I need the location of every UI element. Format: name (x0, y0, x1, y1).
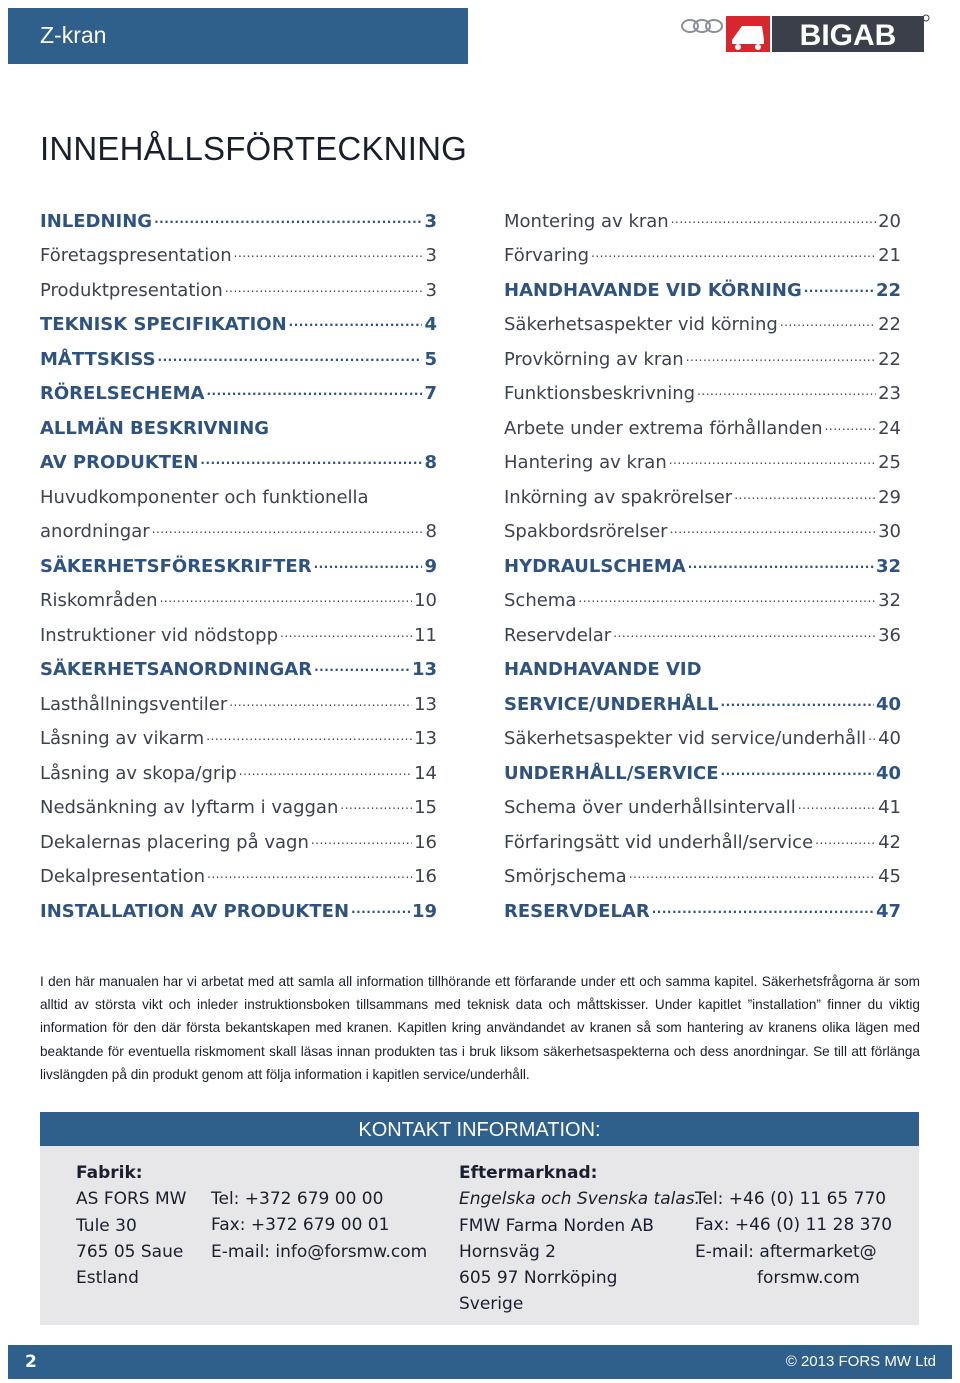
toc-leader-dots (351, 898, 410, 920)
aftermarket-line: Sverige (459, 1294, 524, 1315)
toc-entry-page: 4 (424, 314, 437, 335)
toc-leader-dots (200, 449, 422, 471)
aftermarket-note: Engelska och Svenska talas. (459, 1189, 701, 1210)
toc-left-column (40, 198, 437, 923)
toc-leader-dots (239, 760, 412, 782)
toc-leader-dots (671, 208, 876, 230)
toc-entry-title: TEKNISK SPECIFIKATION (40, 314, 287, 335)
toc-entry-page: 30 (878, 521, 901, 542)
toc-entry[interactable] (504, 302, 901, 337)
toc-entry-title: Produktpresentation (40, 279, 223, 301)
toc-entry[interactable] (504, 474, 901, 509)
toc-entry-title: Inkörning av spakrörelser (504, 486, 733, 508)
toc-leader-dots (670, 518, 877, 540)
aftermarket-fax: Fax: +46 (0) 11 28 370 (695, 1215, 893, 1236)
toc-entry[interactable] (504, 509, 901, 544)
toc-entry-title: Schema (504, 590, 577, 611)
toc-leader-dots (629, 863, 876, 885)
aftermarket-address (459, 1160, 700, 1318)
toc-entry-page: 15 (414, 797, 437, 818)
toc-leader-dots (314, 656, 410, 678)
toc-entry-page: 40 (878, 728, 901, 749)
toc-entry-title: MÅTTSKISS (40, 348, 156, 370)
toc-entry-page: 25 (878, 452, 901, 473)
factory-contact (211, 1186, 427, 1265)
page-number: 2 (25, 1352, 37, 1372)
toc-entry[interactable] (504, 336, 901, 371)
toc-entry[interactable] (40, 405, 437, 440)
toc-entry-page: 8 (425, 521, 437, 542)
toc-entry-page: 22 (878, 348, 901, 370)
toc-entry-page: 23 (878, 383, 901, 404)
toc-entry[interactable] (504, 198, 901, 233)
toc-entry-title: SÄKERHETSFÖRESKRIFTER (40, 555, 312, 577)
toc-entry[interactable] (504, 681, 901, 716)
toc-entry-page: 8 (424, 452, 437, 473)
toc-entry[interactable] (40, 371, 437, 406)
aftermarket-email-domain[interactable]: forsmw.com (757, 1267, 860, 1288)
aftermarket-email[interactable]: E-mail: aftermarket@ (695, 1241, 877, 1262)
toc-entry[interactable] (504, 371, 901, 406)
toc-entry[interactable] (40, 785, 437, 820)
toc-leader-dots (225, 277, 424, 299)
toc-leader-dots (206, 380, 422, 402)
toc-entry[interactable] (40, 198, 437, 233)
aftermarket-line: Hornsväg 2 (459, 1241, 556, 1262)
aftermarket-contact (695, 1186, 892, 1291)
toc-entry-page: 9 (424, 555, 437, 577)
toc-leader-dots (815, 829, 876, 851)
toc-entry[interactable] (504, 578, 901, 613)
toc-entry-page: 40 (875, 693, 901, 715)
factory-line: Tule 30 (76, 1215, 137, 1236)
toc-entry-title: Reservdelar (504, 624, 612, 646)
toc-entry-title: Säkerhetsaspekter vid körning (504, 314, 778, 335)
copyright: © 2013 FORS MW Ltd (785, 1353, 936, 1370)
toc-entry-title: Lasthållningsventiler (40, 693, 228, 715)
toc-entry-title: UNDERHÅLL/SERVICE (504, 762, 719, 784)
toc-entry-title: Nedsänkning av lyftarm i vaggan (40, 797, 339, 818)
footer-bar (8, 1345, 952, 1379)
toc-entry-title: Huvudkomponenter och funktionella (40, 486, 369, 508)
toc-entry[interactable] (40, 302, 437, 337)
toc-entry-title: Arbete under extrema förhållanden (504, 417, 823, 439)
toc-leader-dots (314, 553, 423, 575)
factory-phone: Tel: +372 679 00 00 (211, 1189, 384, 1209)
toc-entry-title: Dekalpresentation (40, 866, 206, 887)
toc-entry-page: 45 (878, 866, 901, 887)
toc-entry[interactable] (40, 681, 437, 716)
toc-entry[interactable] (504, 233, 901, 268)
factory-line: 765 05 Saue (76, 1241, 184, 1262)
toc-entry[interactable] (504, 543, 901, 578)
factory-line: Estland (76, 1268, 139, 1289)
toc-entry[interactable] (40, 612, 437, 647)
toc-leader-dots (697, 380, 876, 402)
toc-entry-title: Schema över underhållsintervall (504, 797, 796, 818)
toc-entry-title: Spakbordsrörelser (504, 521, 668, 542)
toc-leader-dots (804, 277, 874, 299)
toc-entry-page: 36 (878, 624, 901, 646)
toc-entry-page: 14 (414, 762, 437, 784)
toc-entry-title: Låsning av skopa/grip (40, 762, 237, 784)
toc-entry-page: 24 (878, 417, 901, 439)
toc-entry-title: HANDHAVANDE VID (504, 659, 702, 680)
rings-icon (682, 20, 722, 32)
toc-entry-title: Dekalernas placering på vagn (40, 831, 309, 853)
factory-address (76, 1160, 186, 1291)
toc-entry[interactable] (40, 578, 437, 613)
toc-entry-title: Smörjschema (504, 866, 627, 887)
toc-leader-dots (340, 794, 412, 816)
toc-leader-dots (311, 829, 412, 851)
toc-entry[interactable] (40, 750, 437, 785)
toc-entry[interactable] (504, 405, 901, 440)
toc-entry[interactable] (504, 267, 901, 302)
factory-fax: Fax: +372 679 00 01 (211, 1215, 390, 1236)
toc-entry-page: 42 (878, 831, 901, 853)
toc-entry-page: 13 (411, 659, 437, 680)
toc-entry[interactable] (504, 750, 901, 785)
aftermarket-line: FMW Farma Norden AB (459, 1215, 654, 1236)
toc-entry[interactable] (40, 716, 437, 751)
toc-entry-title: RESERVDELAR (504, 900, 650, 922)
intro-paragraph: I den här manualen har vi arbetat med att samla all information tillhörande ett förfarande under ett och samma kapitel. Säkerhetsfrågorna är som alltid av största vikt och inleder instruktionsboken tillsammans med teknisk data och måttskisser. Under kapitlet ”installation” finner du viktig information för den där första bekantskapen med kranen. Kapitlen kring användandet av kranen så som hantering av kranens olika lägen med beaktande för eventuella riskmoment skall läsas innan produkten tas i bruk liksom säkerhetsaspekterna och dess anordningar. Se till att förlänga livslängden på din produkt genom att följa information i kapitlen service/underhåll. (40, 974, 920, 1082)
toc-entry-title: SERVICE/UNDERHÅLL (504, 693, 719, 715)
toc-entry-title: HYDRAULSCHEMA (504, 555, 686, 577)
toc-right-column (504, 198, 901, 923)
toc-entry-title: Funktionsbeskrivning (504, 383, 696, 404)
toc-entry[interactable] (504, 785, 901, 820)
toc-leader-dots (686, 346, 876, 368)
factory-email[interactable]: E-mail: info@forsmw.com (211, 1241, 428, 1262)
toc-entry[interactable] (504, 888, 901, 923)
toc-leader-dots (152, 518, 424, 540)
toc-entry[interactable] (40, 647, 437, 682)
toc-entry-page: 21 (878, 245, 901, 266)
toc-entry[interactable] (504, 854, 901, 889)
toc-entry-title: AV PRODUKTEN (40, 452, 199, 473)
toc-leader-dots (234, 242, 424, 264)
toc-leader-dots (798, 794, 876, 816)
toc-leader-dots (206, 725, 412, 747)
toc-entry[interactable] (40, 474, 437, 509)
toc-entry[interactable] (40, 440, 437, 475)
toc-entry-title: Instruktioner vid nödstopp (40, 624, 279, 646)
toc-entry-page: 11 (414, 624, 437, 646)
toc-entry-page: 5 (424, 348, 437, 370)
aftermarket-label: Eftermarknad: (459, 1163, 598, 1183)
contact-box (40, 1112, 919, 1325)
toc-entry-page: 16 (414, 831, 437, 853)
toc-entry-title: Förfaringsätt vid underhåll/service (504, 831, 814, 853)
factory-label: Fabrik: (76, 1163, 143, 1183)
toc-entry[interactable] (40, 336, 437, 371)
toc-leader-dots (158, 346, 423, 368)
document-title: Z-kran (40, 22, 107, 48)
toc-entry[interactable] (504, 647, 901, 682)
toc-leader-dots (160, 587, 413, 609)
toc-entry[interactable] (504, 440, 901, 475)
toc-leader-dots (780, 311, 876, 333)
toc-entry[interactable] (40, 854, 437, 889)
toc-entry-page: 47 (875, 900, 901, 922)
toc-entry-title: RÖRELSECHEMA (40, 383, 205, 404)
toc-leader-dots (613, 622, 876, 644)
toc-entry-page: 20 (878, 210, 901, 232)
toc-entry[interactable] (40, 888, 437, 923)
toc-entry-title: Hantering av kran (504, 452, 667, 473)
toc-entry-page: 13 (414, 693, 437, 715)
toc-leader-dots (578, 587, 876, 609)
toc-entry-page: 3 (425, 279, 437, 301)
toc-leader-dots (207, 863, 412, 885)
toc-entry[interactable] (504, 819, 901, 854)
aftermarket-phone: Tel: +46 (0) 11 65 770 (695, 1189, 887, 1209)
toc-entry-page: 32 (878, 590, 901, 611)
toc-leader-dots (721, 760, 874, 782)
toc-entry-page: 22 (878, 314, 901, 335)
factory-line: AS FORS MW (76, 1189, 187, 1210)
toc-entry-title: HANDHAVANDE VID KÖRNING (504, 279, 802, 301)
toc-leader-dots (154, 208, 422, 230)
toc-entry-page: 3 (425, 245, 437, 266)
toc-leader-dots (825, 415, 877, 437)
aftermarket-line: 605 97 Norrköping (459, 1268, 618, 1289)
toc-leader-dots (734, 484, 876, 506)
toc-leader-dots (229, 691, 412, 713)
toc-leader-dots (868, 725, 876, 747)
toc-entry[interactable] (40, 267, 437, 302)
toc-entry-page: 40 (875, 762, 901, 784)
toc-heading: INNEHÅLLSFÖRTECKNING (40, 130, 467, 167)
header-bar (8, 8, 468, 64)
toc-entry-page: 29 (878, 486, 901, 508)
toc-entry-title: ALLMÄN BESKRIVNING (40, 417, 270, 439)
toc-entry-page: 7 (424, 383, 437, 404)
toc-entry[interactable] (40, 509, 437, 544)
toc-leader-dots (652, 898, 874, 920)
toc-entry-title: Säkerhetsaspekter vid service/underhåll (504, 728, 867, 749)
toc-entry[interactable] (504, 612, 901, 647)
toc-entry[interactable] (40, 819, 437, 854)
toc-entry-page: 41 (878, 797, 901, 818)
toc-entry-page: 10 (414, 590, 437, 611)
toc-entry-title: Riskområden (40, 590, 158, 611)
toc-entry-page: 22 (875, 279, 901, 301)
toc-entry-title: Företagspresentation (40, 245, 232, 266)
toc-entry[interactable] (40, 543, 437, 578)
toc-entry-page: 19 (411, 900, 437, 922)
toc-entry-page: 32 (875, 555, 901, 577)
toc-entry-title: anordningar (40, 521, 150, 542)
toc-entry-title: Låsning av vikarm (40, 728, 205, 749)
toc-entry[interactable] (40, 233, 437, 268)
toc-entry-title: Montering av kran (504, 210, 669, 232)
toc-leader-dots (289, 311, 423, 333)
toc-entry-page: 13 (414, 728, 437, 749)
toc-leader-dots (688, 553, 874, 575)
toc-entry-page: 16 (414, 866, 437, 887)
toc-entry[interactable] (504, 716, 901, 751)
toc-leader-dots (669, 449, 876, 471)
toc-leader-dots (280, 622, 412, 644)
bigab-logo (676, 10, 930, 58)
toc-entry-page: 3 (424, 210, 437, 232)
svg-text:BIGAB: BIGAB (799, 19, 897, 52)
toc-entry-title: SÄKERHETSANORDNINGAR (40, 659, 313, 680)
toc-entry-title: Förvaring (504, 245, 590, 266)
toc-leader-dots (721, 691, 874, 713)
toc-entry-title: Provkörning av kran (504, 348, 684, 370)
contact-title: KONTAKT INFORMATION: (40, 1112, 919, 1146)
toc-entry-title: INLEDNING (40, 210, 153, 232)
toc-entry-title: INSTALLATION AV PRODUKTEN (40, 900, 350, 922)
toc-leader-dots (591, 242, 876, 264)
